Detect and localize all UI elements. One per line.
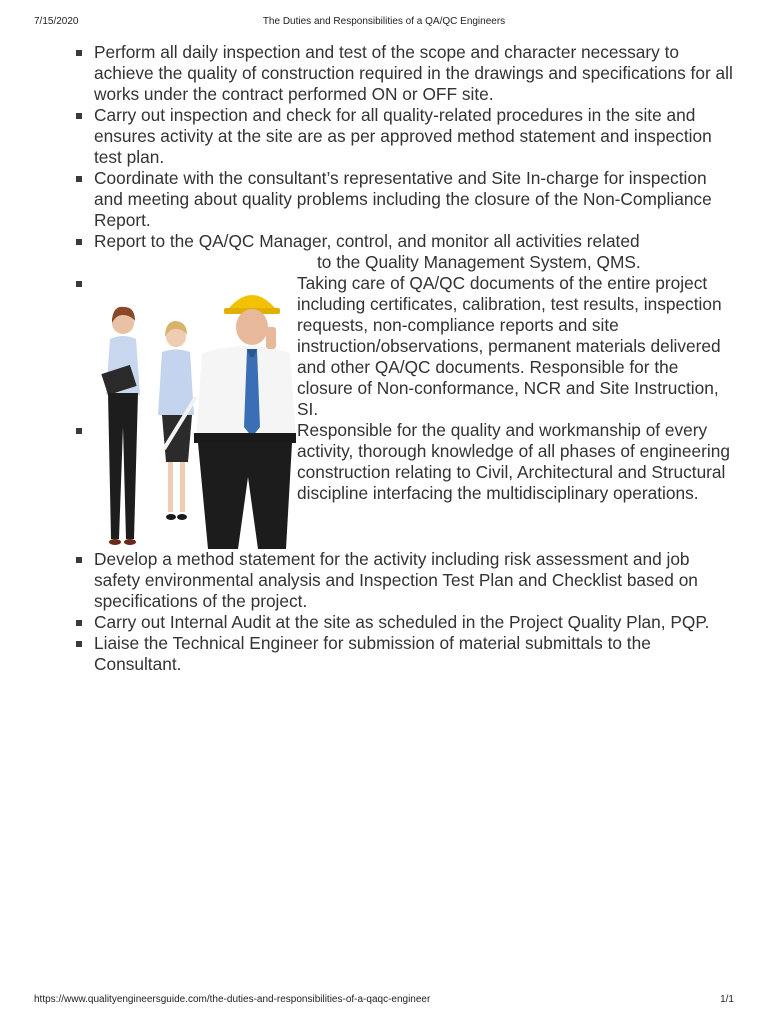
square-bullet-icon bbox=[76, 281, 82, 287]
duty-text: Responsible for the quality and workmanship of every activity, thorough knowledge of all phases of engineering construction relating to Civil, Architectural and Structural discipline interfacing the multidisciplinary operations. bbox=[297, 420, 730, 503]
duties-list-final bbox=[74, 549, 734, 675]
square-bullet-icon bbox=[76, 641, 82, 647]
page-url: https://www.qualityengineersguide.com/the-duties-and-responsibilities-of-a-qaqc-engineer bbox=[34, 994, 431, 1005]
square-bullet-icon bbox=[76, 176, 82, 182]
duty-text: Liaise the Technical Engineer for submission of material submittals to the Consultant. bbox=[94, 633, 651, 674]
print-footer bbox=[34, 994, 734, 1008]
print-header bbox=[34, 16, 734, 30]
duty-text-continued: to the Quality Management System, QMS. bbox=[317, 252, 641, 272]
duty-text: Perform all daily inspection and test of the scope and character necessary to achieve the quality of construction required in the drawings and specifications for all works under the contract performed ON or OFF site. bbox=[94, 42, 733, 104]
duty-text: Taking care of QA/QC documents of the entire project including certificates, calibration, test results, inspection requests, non-compliance reports and site instruction/observations, permanent materials delivered and other QA/QC documents. Responsible for the closure of Non-conformance, NCR and Site Instruction, SI. bbox=[297, 273, 722, 419]
square-bullet-icon bbox=[76, 239, 82, 245]
list-item bbox=[74, 633, 734, 675]
article-body bbox=[74, 42, 734, 675]
duty-text: Develop a method statement for the activity including risk assessment and job safety environmental analysis and Inspection Test Plan and Checklist based on specifications of the project. bbox=[94, 549, 698, 611]
list-item bbox=[74, 549, 734, 612]
duties-list-continued bbox=[74, 273, 734, 504]
duty-text: Report to the QA/QC Manager, control, and monitor all activities related bbox=[94, 231, 640, 251]
print-date: 7/15/2020 bbox=[34, 16, 79, 27]
list-item bbox=[74, 168, 734, 231]
duty-text: Carry out inspection and check for all quality-related procedures in the site and ensures activity at the site are as per approved method statement and inspection test plan. bbox=[94, 105, 712, 167]
list-item bbox=[74, 105, 734, 168]
square-bullet-icon bbox=[76, 50, 82, 56]
duties-list bbox=[74, 42, 734, 273]
square-bullet-icon bbox=[76, 620, 82, 626]
list-item bbox=[74, 42, 734, 105]
list-item bbox=[74, 273, 734, 420]
duty-text: Coordinate with the consultant’s representative and Site In-charge for inspection and meeting about quality problems including the closure of the Non-Compliance Report. bbox=[94, 168, 712, 230]
list-item bbox=[74, 612, 734, 633]
square-bullet-icon bbox=[76, 113, 82, 119]
square-bullet-icon bbox=[76, 557, 82, 563]
duty-text: Carry out Internal Audit at the site as scheduled in the Project Quality Plan, PQP. bbox=[94, 612, 710, 632]
list-item bbox=[74, 420, 734, 504]
square-bullet-icon bbox=[76, 428, 82, 434]
print-title: The Duties and Responsibilities of a QA/QC Engineers bbox=[262, 16, 506, 27]
list-item bbox=[74, 231, 734, 273]
page-number: 1/1 bbox=[720, 994, 734, 1005]
